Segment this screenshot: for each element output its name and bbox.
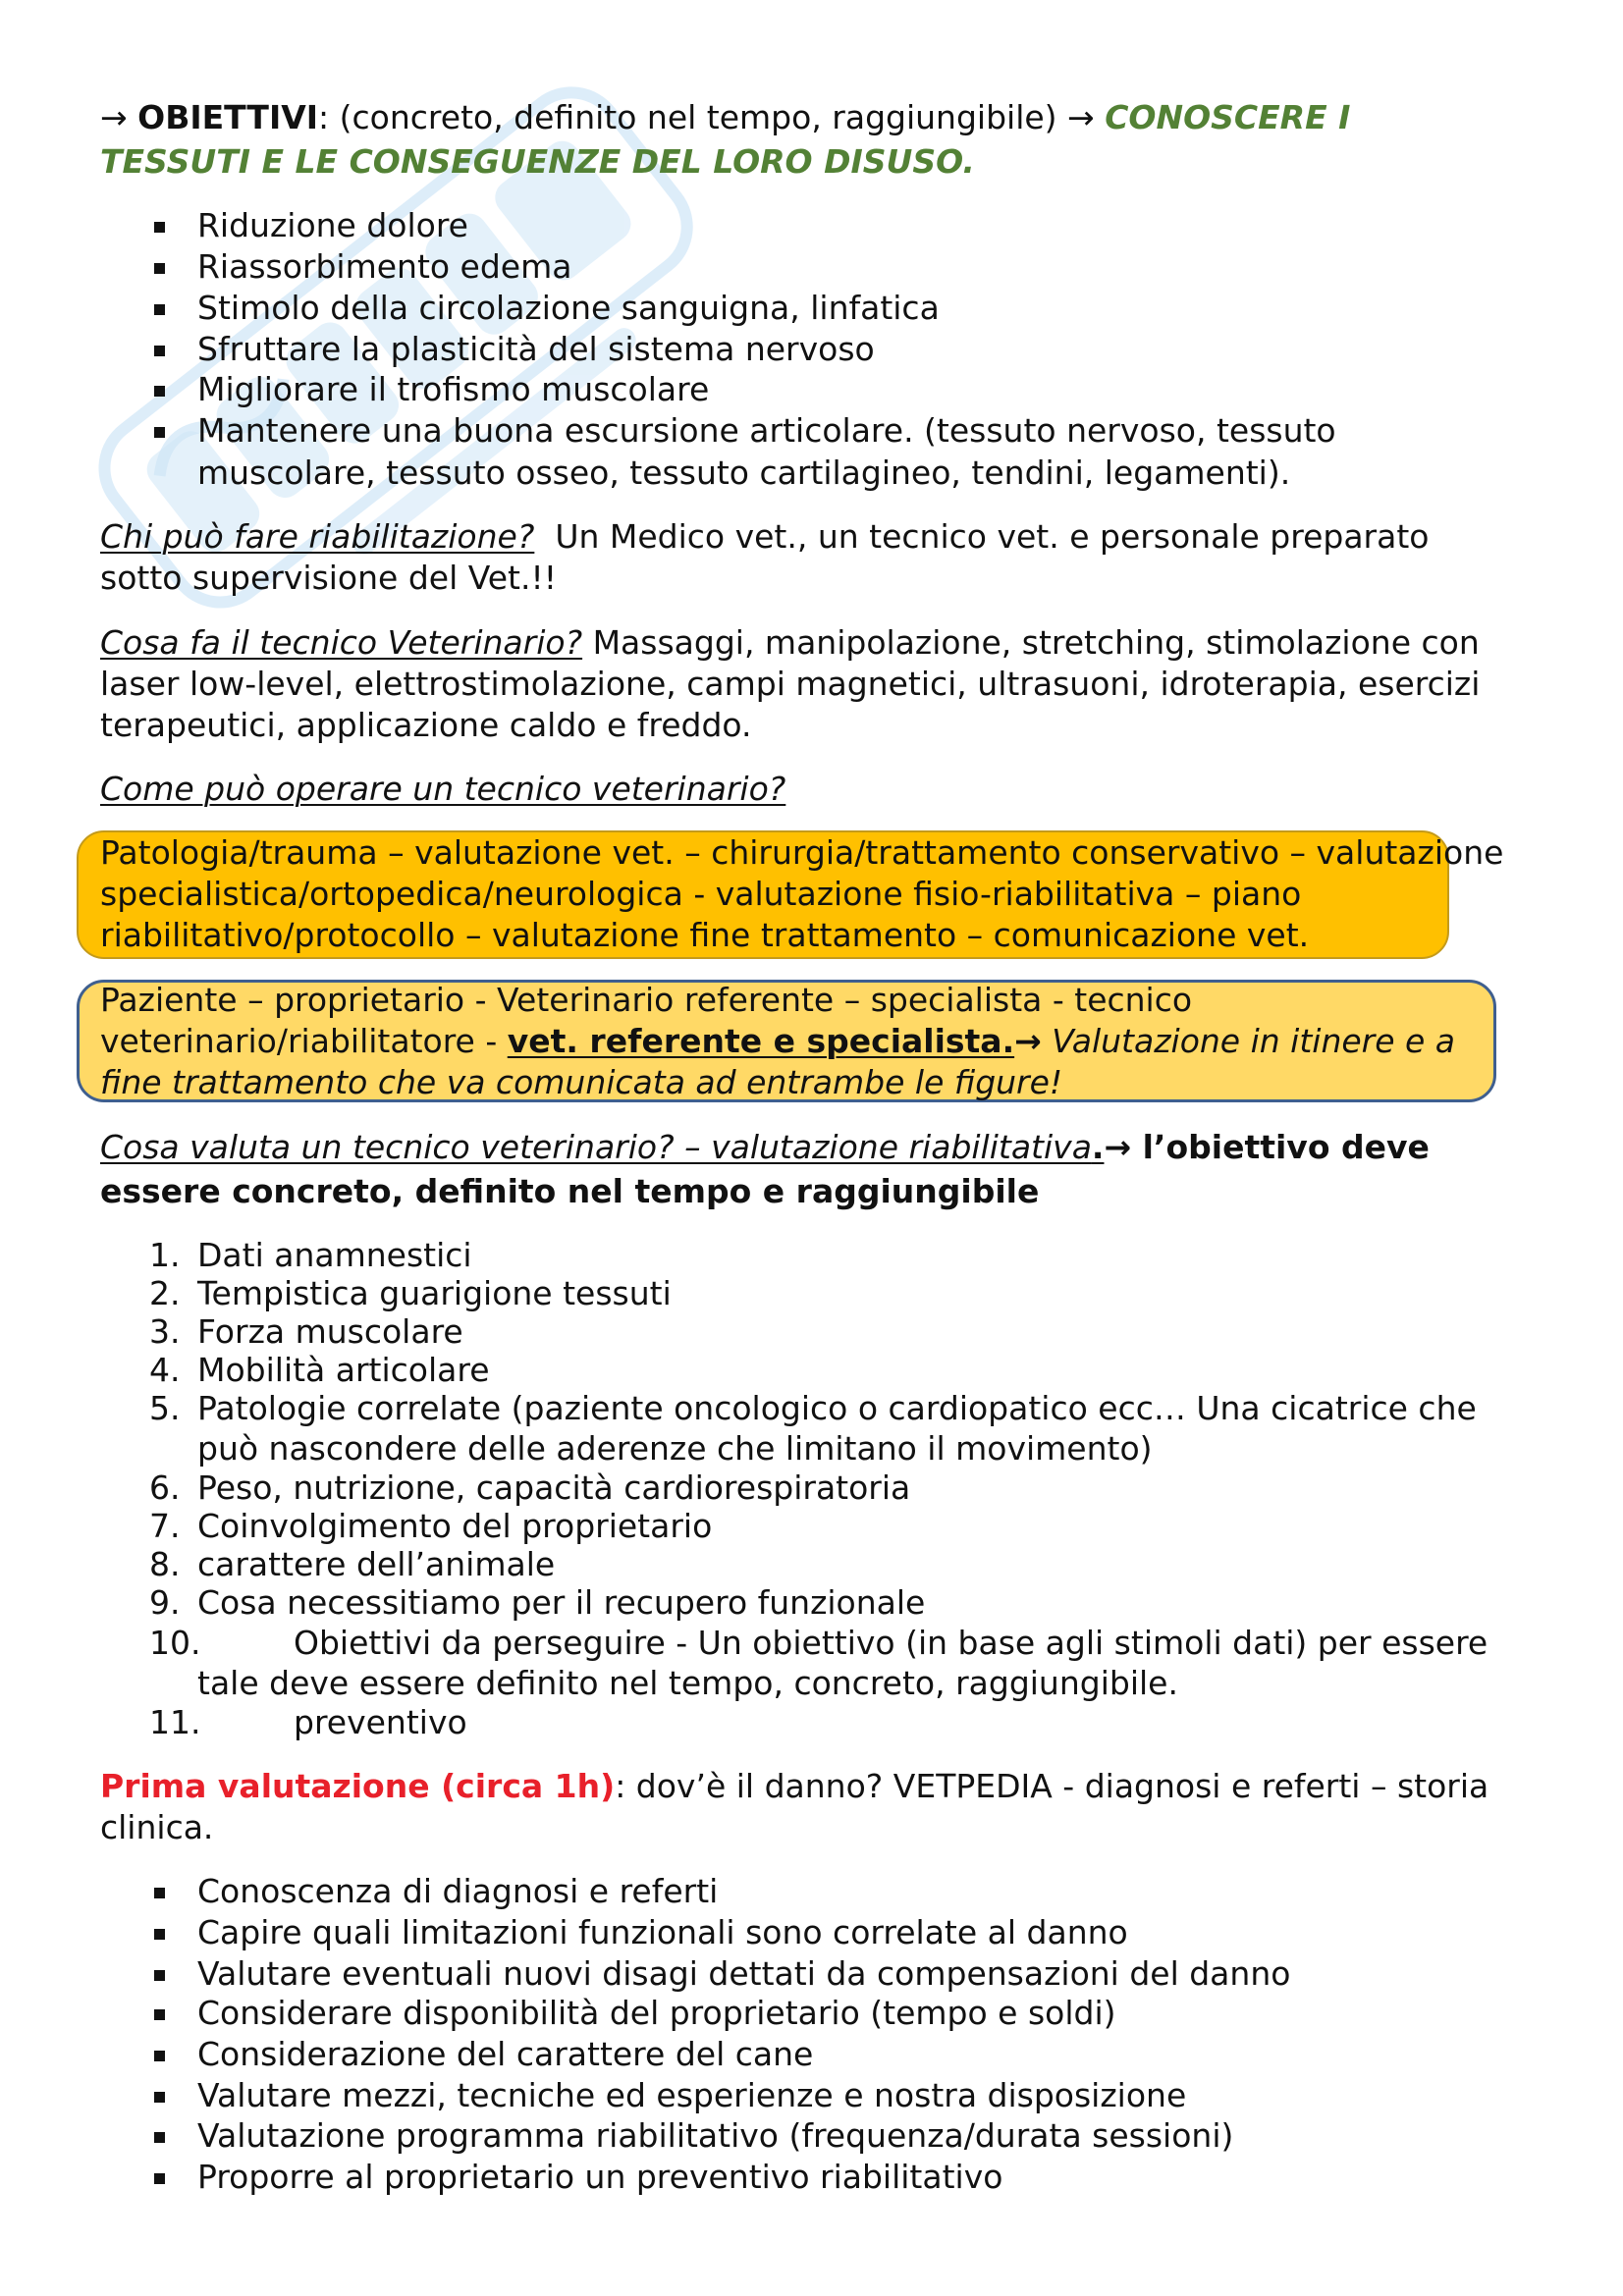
- bullet-icon: [154, 1970, 165, 1981]
- list-number: 4.: [149, 1351, 181, 1389]
- workflow-line: specialistica/ortopedica/neurologica - valutazione fisio-riabilitativa – piano: [100, 875, 1302, 913]
- communication-emphasis: vet. referente e specialista.: [507, 1022, 1015, 1060]
- who-answer: Un Medico vet., un tecnico vet. e personale preparato: [534, 517, 1430, 556]
- arrow-icon: →: [1014, 1022, 1042, 1060]
- communication-note: Valutazione in itinere e a: [1041, 1022, 1456, 1060]
- bullet-icon: [154, 1929, 165, 1940]
- bullet-icon: [154, 2092, 165, 2103]
- evaluation-heading-line-1: [100, 1127, 1430, 1168]
- evaluation-item: Obiettivi da perseguire - Un obiettivo (in base agli stimoli dati) per essere: [294, 1624, 1488, 1662]
- list-number: 5.: [149, 1389, 181, 1427]
- communication-line-3: fine trattamento che va comunicata ad entrambe le figure!: [100, 1063, 1063, 1101]
- list-number: 11.: [149, 1703, 201, 1741]
- bullet-icon: [154, 222, 165, 233]
- assessment-bullet: Valutare eventuali nuovi disagi dettati da compensazioni del danno: [197, 1954, 1291, 1993]
- communication-line-1: Paziente – proprietario - Veterinario referente – specialista - tecnico: [100, 981, 1193, 1019]
- list-number: 2.: [149, 1274, 181, 1312]
- bullet-icon: [154, 304, 165, 315]
- tasks-paragraph-line-2: laser low-level, elettrostimolazione, campi magnetici, ultrasuoni, idroterapia, esercizi: [100, 665, 1481, 703]
- list-number: 9.: [149, 1583, 181, 1622]
- assessment-bullet: Considerazione del carattere del cane: [197, 2035, 814, 2073]
- assessment-bullet: Valutazione programma riabilitativo (frequenza/durata sessioni): [197, 2116, 1234, 2155]
- who-paragraph-line-2: sotto supervisione del Vet.!!: [100, 559, 557, 597]
- assessment-bullet: Conoscenza di diagnosi e referti: [197, 1872, 719, 1910]
- objective-bullet: Migliorare il trofismo muscolare: [197, 370, 710, 408]
- list-number: 1.: [149, 1236, 181, 1274]
- how-question: Come può operare un tecnico veterinario?: [100, 770, 786, 808]
- objective-bullet: Stimolo della circolazione sanguigna, linfatica: [197, 289, 940, 327]
- list-number: 3.: [149, 1312, 181, 1351]
- communication-line-2: [100, 1021, 1455, 1062]
- evaluation-heading-line-2: essere concreto, definito nel tempo e raggiungibile: [100, 1172, 1040, 1210]
- evaluation-item-continued: tale deve essere definito nel tempo, concreto, raggiungibile.: [197, 1664, 1178, 1702]
- tasks-question: Cosa fa il tecnico Veterinario?: [100, 623, 583, 662]
- assessment-bullet: Valutare mezzi, tecniche ed esperienze e nostra disposizione: [197, 2076, 1187, 2114]
- objectives-criteria: : (concreto, definito nel tempo, raggiungibile): [318, 98, 1068, 136]
- first-assessment-line-1: [100, 1766, 1488, 1807]
- first-assessment-line-2: clinica.: [100, 1808, 214, 1846]
- objectives-goal: CONOSCERE I: [1105, 98, 1351, 136]
- assessment-bullet: Capire quali limitazioni funzionali sono correlate al danno: [197, 1913, 1128, 1951]
- who-paragraph-line-1: [100, 516, 1429, 558]
- workflow-line: riabilitativo/protocollo – valutazione fine trattamento – comunicazione vet.: [100, 916, 1310, 954]
- evaluation-item: Peso, nutrizione, capacità cardiorespiratoria: [197, 1468, 911, 1507]
- bullet-icon: [154, 2132, 165, 2143]
- bullet-icon: [154, 427, 165, 438]
- evaluation-period: .: [1091, 1128, 1105, 1166]
- list-number: 10.: [149, 1624, 201, 1662]
- evaluation-item: Mobilità articolare: [197, 1351, 490, 1389]
- list-number: 6.: [149, 1468, 181, 1507]
- bullet-icon: [154, 2051, 165, 2061]
- objectives-goal-continued: TESSUTI E LE CONSEGUENZE DEL LORO DISUSO.: [100, 142, 975, 181]
- evaluation-item: Tempistica guarigione tessuti: [197, 1274, 672, 1312]
- evaluation-item: carattere dell’animale: [197, 1545, 556, 1583]
- bullet-icon: [154, 2173, 165, 2184]
- tasks-paragraph-line-3: terapeutici, applicazione caldo e freddo.: [100, 706, 752, 744]
- evaluation-item: Forza muscolare: [197, 1312, 463, 1351]
- evaluation-item: Coinvolgimento del proprietario: [197, 1507, 713, 1545]
- first-assessment-title: Prima valutazione (circa 1h): [100, 1767, 616, 1805]
- bullet-icon: [154, 263, 165, 274]
- arrow-icon: →: [1067, 98, 1106, 136]
- assessment-bullet: Proporre al proprietario un preventivo riabilitativo: [197, 2158, 1003, 2196]
- tasks-answer: Massaggi, manipolazione, stretching, stimolazione con: [582, 623, 1480, 662]
- objective-bullet: Riassorbimento edema: [197, 247, 572, 286]
- objective-bullet: Mantenere una buona escursione articolare. (tessuto nervoso, tessuto: [197, 411, 1336, 450]
- objective-bullet-continued: muscolare, tessuto osseo, tessuto cartilagineo, tendini, legamenti).: [197, 454, 1291, 492]
- evaluation-item: Dati anamnestici: [197, 1236, 472, 1274]
- evaluation-note: l’obiettivo deve: [1131, 1128, 1430, 1166]
- list-number: 7.: [149, 1507, 181, 1545]
- evaluation-item: Patologie correlate (paziente oncologico o cardiopatico ecc… Una cicatrice che: [197, 1389, 1477, 1427]
- who-question: Chi può fare riabilitazione?: [100, 517, 535, 556]
- objective-bullet: Sfruttare la plasticità del sistema nervoso: [197, 330, 875, 368]
- bullet-icon: [154, 346, 165, 356]
- evaluation-question: Cosa valuta un tecnico veterinario? – valutazione riabilitativa: [100, 1128, 1092, 1166]
- workflow-line: Patologia/trauma – valutazione vet. – chirurgia/trattamento conservativo – valutazione: [100, 833, 1504, 872]
- objectives-heading-line-1: [100, 97, 1350, 138]
- first-assessment-text: : dov’è il danno? VETPEDIA - diagnosi e referti – storia: [615, 1767, 1489, 1805]
- evaluation-item: Cosa necessitiamo per il recupero funzionale: [197, 1583, 926, 1622]
- arrow-icon: →: [100, 98, 138, 136]
- communication-text: veterinario/riabilitatore -: [100, 1022, 508, 1060]
- bullet-icon: [154, 1888, 165, 1898]
- tasks-paragraph-line-1: [100, 622, 1480, 664]
- list-number: 8.: [149, 1545, 181, 1583]
- bullet-icon: [154, 2009, 165, 2020]
- evaluation-item: preventivo: [294, 1703, 467, 1741]
- objective-bullet: Riduzione dolore: [197, 206, 468, 244]
- objectives-label: OBIETTIVI: [137, 98, 319, 136]
- evaluation-item-continued: può nascondere delle aderenze che limitano il movimento): [197, 1429, 1153, 1468]
- assessment-bullet: Considerare disponibilità del proprietario (tempo e soldi): [197, 1994, 1116, 2032]
- arrow-icon: →: [1104, 1128, 1132, 1166]
- bullet-icon: [154, 386, 165, 397]
